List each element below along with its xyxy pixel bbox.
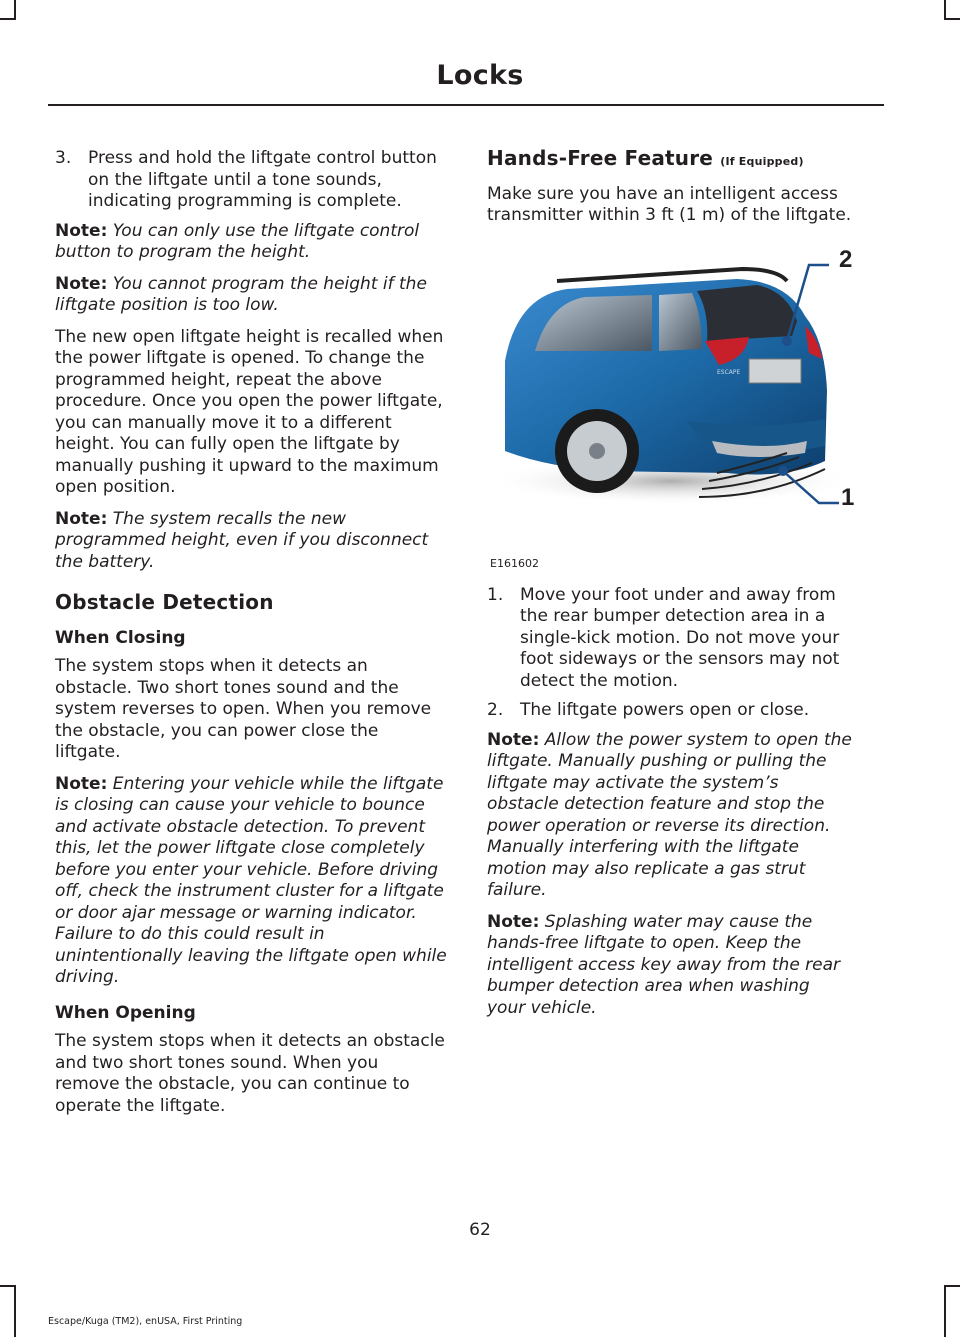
section-heading-obstacle-detection: Obstacle Detection <box>55 590 274 614</box>
figure-code: E161602 <box>490 557 539 570</box>
crop-mark-bottom-left-v <box>14 1285 16 1337</box>
note-label: Note: <box>55 220 108 241</box>
list-item-text: Move your foot under and away from the rear bumper detection area in a single-kick motion. Do not move your foot sideways or the sensors may not detect the motion. <box>520 584 840 691</box>
page-number: 62 <box>469 1220 491 1240</box>
note-text: Allow the power system to open the liftgate. Manually pushing or pulling the liftgate may activate the system’s obstacle detection feature and stop the power operation or reverse its direction. Manually interfering with the liftgate motion may also replicate a gas strut failure. <box>487 729 852 900</box>
page-title: Locks <box>436 60 524 91</box>
note-text: You can only use the liftgate control button to program the height. <box>55 220 420 262</box>
note-label: Note: <box>55 273 108 294</box>
callout-1: 1 <box>841 483 855 511</box>
right-column <box>487 146 855 1029</box>
note-text: Entering your vehicle while the liftgate is closing can cause your vehicle to bounce and activate obstacle detection. To prevent this, let the power liftgate close completely before you enter your vehicle. Before driving off, check the instrument cluster for a liftgate or door ajar message or warning indicator. Failure to do this could result in unintentionally leaving the liftgate open while driving. <box>55 773 447 987</box>
paragraph: The system stops when it detects an obstacle and two short tones sound. When you remove the obstacle, you can continue to operate the liftgate. <box>55 1031 445 1116</box>
list-item-number: 1. <box>487 584 504 605</box>
badge-text: ESCAPE <box>717 368 741 376</box>
note-text: The system recalls the new programmed height, even if you disconnect the battery. <box>55 508 429 572</box>
crop-mark-top-left-h <box>0 18 16 20</box>
note-text: You cannot program the height if the liftgate position is too low. <box>55 273 427 315</box>
note <box>55 274 447 317</box>
left-column <box>55 148 447 1127</box>
note-label: Note: <box>55 508 108 529</box>
paragraph: The new open liftgate height is recalled when the power liftgate is opened. To change the programmed height, repeat the above procedure. Once you open the power liftgate, you can manually move it to a different height. You can fully open the liftgate by manually pushing it upward to the maximum open position. <box>55 326 444 497</box>
list-item-step-3 <box>55 148 447 213</box>
note <box>55 774 447 989</box>
list-item-step-2 <box>487 700 852 722</box>
crop-mark-bottom-left-h <box>0 1285 16 1287</box>
crop-mark-bottom-right-h <box>944 1285 960 1287</box>
suv-rear-illustration <box>487 241 857 581</box>
crop-mark-bottom-right-v <box>944 1285 946 1337</box>
list-item-text: The liftgate powers open or close. <box>520 700 810 720</box>
note <box>55 221 447 264</box>
vehicle-figure <box>487 241 857 581</box>
note-text: Splashing water may cause the hands-free liftgate to open. Keep the intelligent access key away from the rear bumper detection area when washing your vehicle. <box>487 911 841 1018</box>
note <box>55 509 447 574</box>
section-heading-hands-free <box>487 148 852 173</box>
list-item-step-1 <box>487 585 852 693</box>
list-item-number: 2. <box>487 700 504 720</box>
crop-mark-top-right-v <box>944 0 946 20</box>
subheading-when-closing: When Closing <box>55 627 186 648</box>
note-label: Note: <box>487 729 540 750</box>
crop-mark-top-left-v <box>14 0 16 20</box>
header-rule <box>48 104 884 106</box>
heading-text: Hands-Free Feature <box>487 146 714 170</box>
heading-suffix: (If Equipped) <box>720 155 804 168</box>
subheading-when-opening: When Opening <box>55 1002 196 1023</box>
paragraph: Make sure you have an intelligent access transmitter within 3 ft (1 m) of the liftgate. <box>487 183 852 225</box>
paragraph: The system stops when it detects an obstacle. Two short tones sound and the system reverses to open. When you remove the obstacle, you can power close the liftgate. <box>55 656 432 762</box>
list-item-number: 3. <box>55 148 72 168</box>
footer-text: Escape/Kuga (TM2), enUSA, First Printing <box>48 1316 243 1327</box>
list-item-text: Press and hold the liftgate control button on the liftgate until a tone sounds, indicating programming is complete. <box>88 148 437 211</box>
note <box>487 912 852 1020</box>
crop-mark-top-right-h <box>944 18 960 20</box>
note-label: Note: <box>487 911 540 932</box>
callout-2: 2 <box>839 245 853 273</box>
note-label: Note: <box>55 773 108 794</box>
note <box>487 730 852 902</box>
